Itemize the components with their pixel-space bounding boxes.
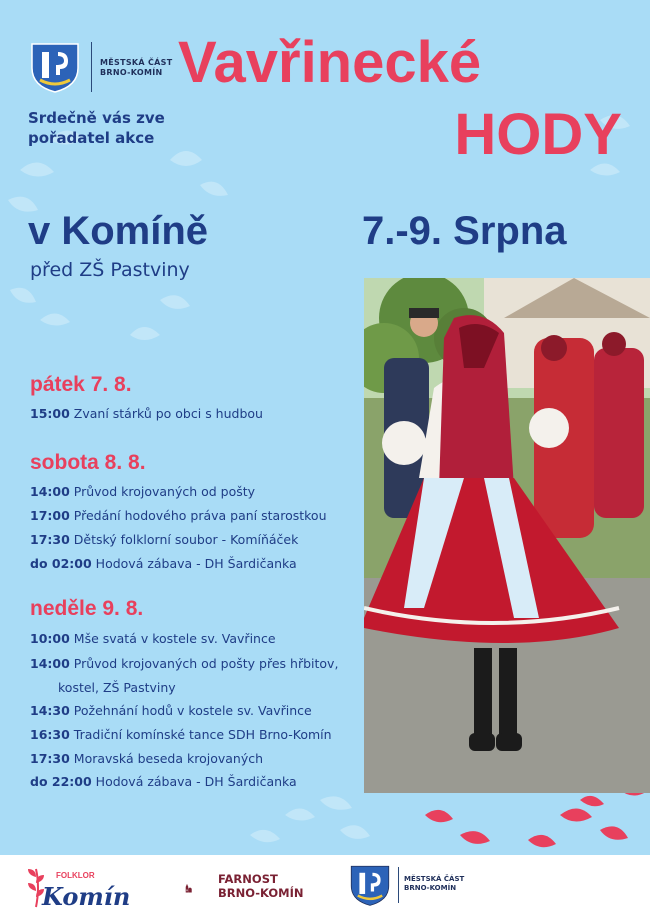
organizer-line1: MĚSTSKÁ ČÁST bbox=[100, 58, 173, 67]
folk-costume-photo bbox=[364, 278, 650, 793]
program-row bbox=[30, 727, 332, 743]
program-row bbox=[30, 751, 263, 767]
program-row bbox=[30, 508, 327, 524]
program-time: 17:30 bbox=[30, 751, 70, 766]
program-row bbox=[30, 406, 263, 422]
organizer-line2: BRNO-KOMÍN bbox=[100, 68, 163, 77]
program-text: Hodová zábava - DH Šardičanka bbox=[95, 774, 297, 789]
program-text: Průvod krojovaných od pošty bbox=[73, 484, 256, 499]
program-row bbox=[30, 703, 312, 719]
footer-mc-line2: BRNO-KOMÍN bbox=[404, 884, 457, 892]
church-icon bbox=[184, 865, 214, 911]
city-crest-icon bbox=[28, 40, 82, 94]
program-time: 17:00 bbox=[30, 508, 70, 523]
title-line2: HODY bbox=[454, 102, 622, 167]
program-time: 10:00 bbox=[30, 631, 70, 646]
program-row bbox=[30, 774, 297, 790]
program-text: Mše svatá v kostele sv. Vavřince bbox=[73, 631, 276, 646]
program-row bbox=[30, 656, 338, 672]
footer-mc-line1: MĚSTSKÁ ČÁST bbox=[404, 875, 465, 883]
program-text: Moravská beseda krojovaných bbox=[73, 751, 264, 766]
day-heading: pátek 7. 8. bbox=[30, 373, 132, 396]
program-time: 14:00 bbox=[30, 656, 70, 671]
venue-text: před ZŠ Pastviny bbox=[30, 259, 190, 281]
program-row bbox=[30, 631, 276, 647]
invite-text bbox=[28, 108, 165, 148]
program-text: Zvaní stárků po obci s hudbou bbox=[73, 406, 263, 421]
program-text: Požehnání hodů v kostele sv. Vavřince bbox=[73, 703, 312, 718]
invite-line1: Srdečně vás zve bbox=[28, 109, 165, 127]
farnost-line1: FARNOST bbox=[218, 872, 278, 886]
program-time: 17:30 bbox=[30, 532, 70, 547]
program-row-continuation: kostel, ZŠ Pastviny bbox=[58, 680, 176, 695]
program-time: do 02:00 bbox=[30, 556, 92, 571]
program-text: Dětský folklorní soubor - Komíňáček bbox=[73, 532, 299, 547]
program-text: Hodová zábava - DH Šardičanka bbox=[95, 556, 297, 571]
program-row bbox=[30, 532, 298, 548]
folklor-large: Komín bbox=[42, 882, 131, 911]
footer bbox=[0, 855, 650, 918]
program-time: 14:30 bbox=[30, 703, 70, 718]
folklor-small: FOLKLOR bbox=[56, 871, 95, 880]
footer-organizer-name bbox=[404, 875, 464, 893]
invite-line2: pořadatel akce bbox=[28, 129, 155, 147]
location-heading: v Komíně bbox=[28, 209, 209, 253]
divider bbox=[91, 42, 92, 92]
program-time: 16:30 bbox=[30, 727, 70, 742]
dates-heading: 7.-9. Srpna bbox=[362, 209, 567, 253]
divider bbox=[398, 867, 399, 903]
title-line1: Vavřinecké bbox=[178, 30, 482, 95]
day-heading: sobota 8. 8. bbox=[30, 451, 146, 474]
program-time: 14:00 bbox=[30, 484, 70, 499]
city-crest-icon bbox=[348, 863, 392, 907]
program-time: do 22:00 bbox=[30, 774, 92, 789]
program-row bbox=[30, 556, 297, 572]
folklor-komin-logo bbox=[26, 863, 146, 911]
program-row bbox=[30, 484, 255, 500]
farnost-name bbox=[218, 872, 304, 900]
program-text: Tradiční komínské tance SDH Brno-Komín bbox=[73, 727, 332, 742]
program-time: 15:00 bbox=[30, 406, 70, 421]
day-heading: neděle 9. 8. bbox=[30, 597, 144, 620]
organizer-name bbox=[100, 58, 172, 78]
farnost-line2: BRNO-KOMÍN bbox=[218, 886, 304, 900]
program-text: Předání hodového práva paní starostkou bbox=[73, 508, 327, 523]
program-text: Průvod krojovaných od pošty přes hřbitov, bbox=[73, 656, 339, 671]
